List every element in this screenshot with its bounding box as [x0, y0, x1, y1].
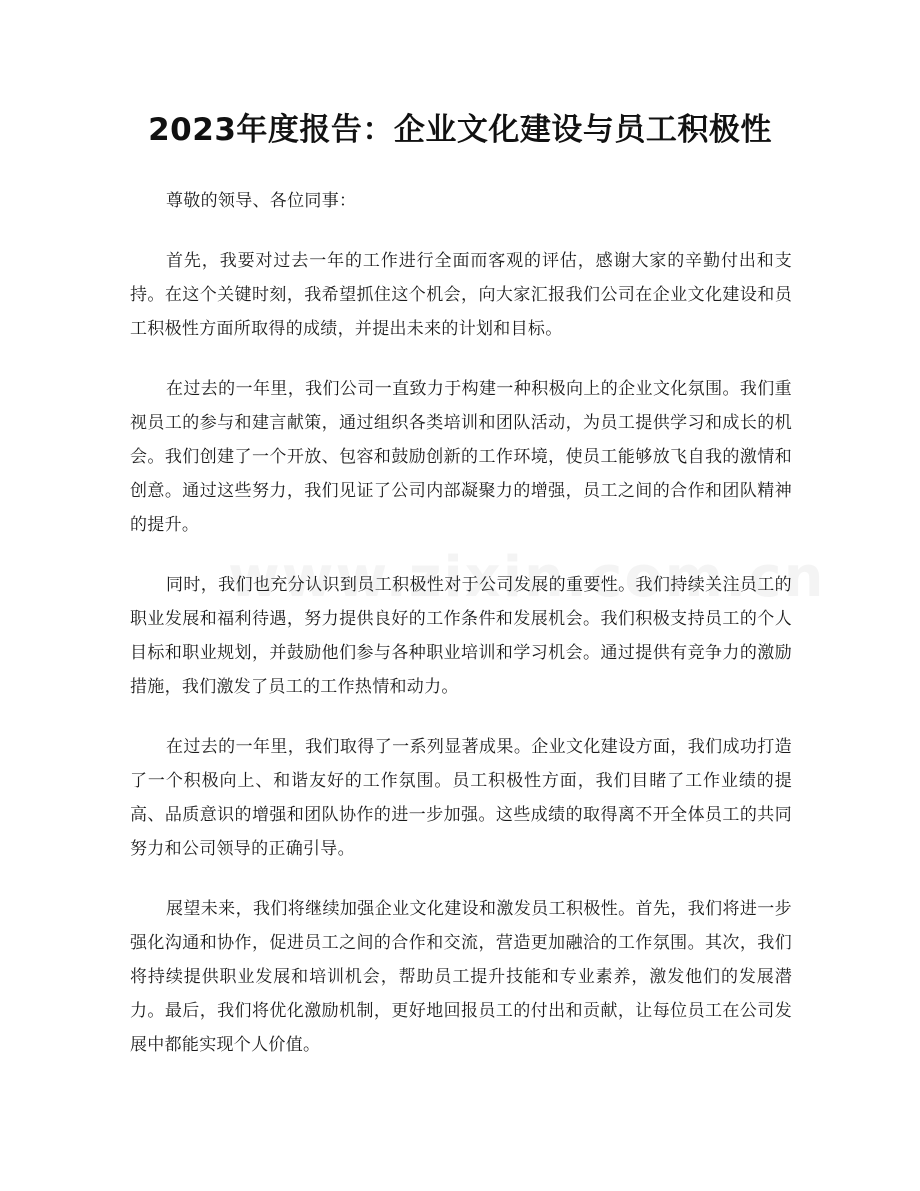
document-body — [130, 184, 792, 1088]
salutation: 尊敬的领导、各位同事： — [166, 191, 357, 211]
page-title: 2023年度报告：企业文化建设与员工积极性 — [148, 112, 772, 148]
paragraph-2: 在过去的一年里，我们公司一直致力于构建一种积极向上的企业文化氛围。我们重视员工的参与和建言献策，通过组织各类培训和团队活动，为员工提供学习和成长的机会。我们创建了一个开放、包容和鼓励创新的工作环境，使员工能够放飞自我的激情和创意。通过这些努力，我们见证了公司内部凝聚力的增强，员工之间的合作和团队精神的提升。 — [130, 379, 792, 535]
paragraph-5: 展望未来，我们将继续加强企业文化建设和激发员工积极性。首先，我们将进一步强化沟通和协作，促进员工之间的合作和交流，营造更加融洽的工作氛围。其次，我们将持续提供职业发展和培训机会，帮助员工提升技能和专业素养，激发他们的发展潜力。最后，我们将优化激励机制，更好地回报员工的付出和贡献，让每位员工在公司发展中都能实现个人价值。 — [130, 899, 792, 1055]
paragraph-3: 同时，我们也充分认识到员工积极性对于公司发展的重要性。我们持续关注员工的职业发展和福利待遇，努力提供良好的工作条件和发展机会。我们积极支持员工的个人目标和职业规划，并鼓励他们参与各种职业培训和学习机会。通过提供有竞争力的激励措施，我们激发了员工的工作热情和动力。 — [130, 575, 792, 697]
paragraph-4: 在过去的一年里，我们取得了一系列显著成果。企业文化建设方面，我们成功打造了一个积极向上、和谐友好的工作氛围。员工积极性方面，我们目睹了工作业绩的提高、品质意识的增强和团队协作的进一步加强。这些成绩的取得离不开全体员工的共同努力和公司领导的正确引导。 — [130, 737, 792, 859]
paragraph-1: 首先，我要对过去一年的工作进行全面而客观的评估，感谢大家的辛勤付出和支持。在这个关键时刻，我希望抓住这个机会，向大家汇报我们公司在企业文化建设和员工积极性方面所取得的成绩，并提出未来的计划和目标。 — [130, 251, 792, 339]
